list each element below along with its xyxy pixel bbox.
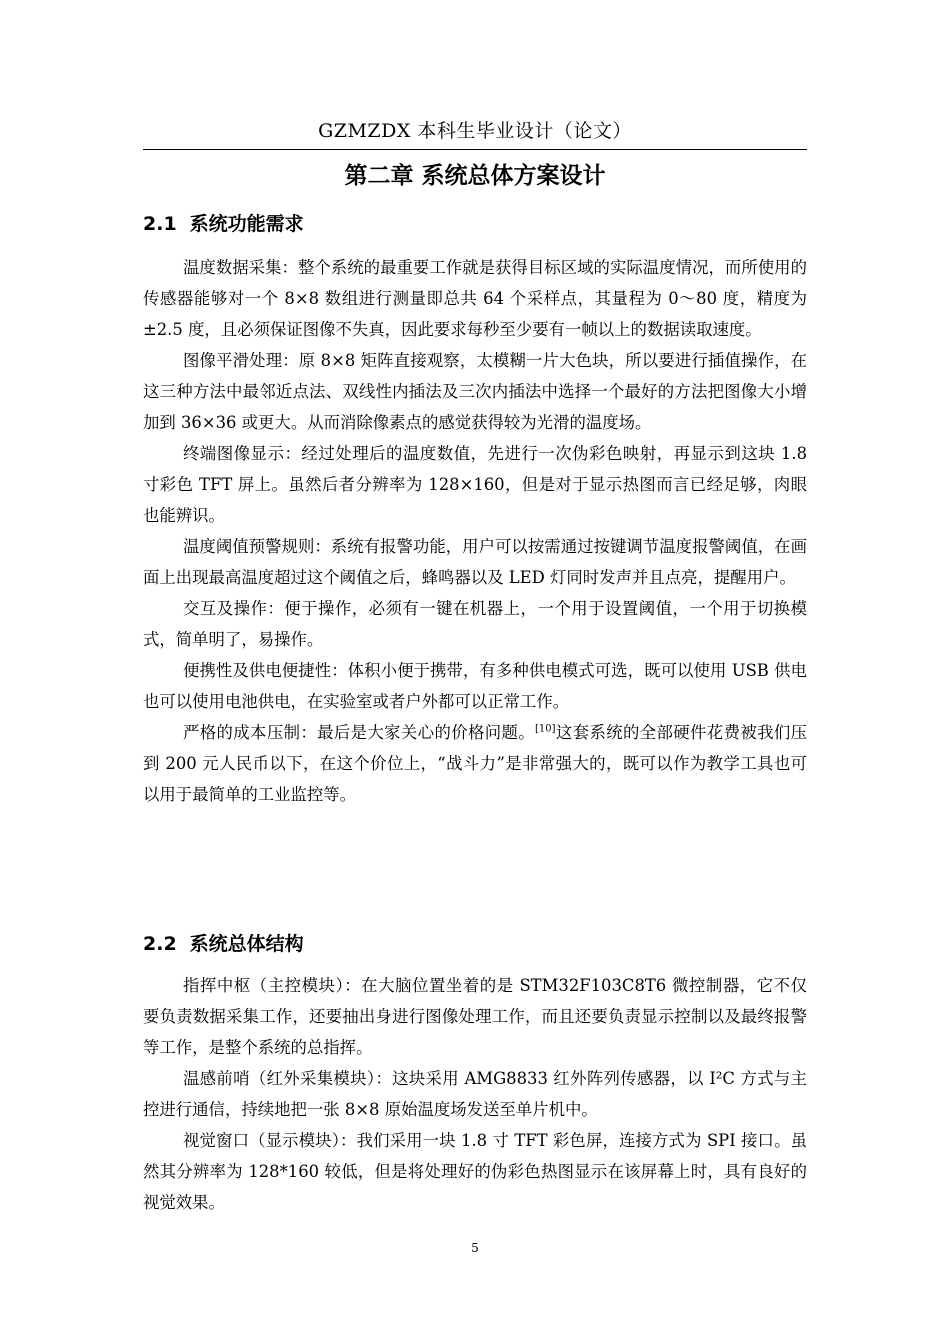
paragraph: 视觉窗口（显示模块）：我们采用一块 1.8 寸 TFT 彩色屏，连接方式为 SPI 接口。虽然其分辨率为 128*160 较低，但是将处理好的伪彩色热图显示在该屏幕上时，具有良好的视觉效果。 xyxy=(143,1131,807,1212)
paragraph: 指挥中枢（主控模块）：在大脑位置坐着的是 STM32F103C8T6 微控制器，它不仅要负责数据采集工作，还要抽出身进行图像处理工作，而且还要负责显示控制以及最终报警等工作，是整个系统的总指挥。 xyxy=(143,976,807,1057)
paragraph: 温度阈值预警规则：系统有报警功能，用户可以按需通过按键调节温度报警阈值，在画面上出现最高温度超过这个阈值之后，蜂鸣器以及 LED 灯同时发声并且点亮，提醒用户。 xyxy=(143,537,807,587)
section-2-1-body xyxy=(143,252,807,810)
section-heading-2-2 xyxy=(143,929,807,959)
paragraph: 交互及操作：便于操作，必须有一键在机器上，一个用于设置阈值，一个用于切换模式，简单明了，易操作。 xyxy=(143,599,807,649)
section-title: 系统总体结构 xyxy=(189,933,304,955)
paragraph: 温感前哨（红外采集模块）：这块采用 AMG8833 红外阵列传感器，以 I²C 方式与主控进行通信，持续地把一张 8×8 原始温度场发送至单片机中。 xyxy=(143,1069,807,1119)
section-2-2-body xyxy=(143,970,807,1218)
citation-reference: [10] xyxy=(535,723,556,735)
running-header: GZMZDX 本科生毕业设计（论文） xyxy=(318,120,632,142)
paragraph: 便携性及供电便捷性：体积小便于携带，有多种供电模式可选，既可以使用 USB 供电也可以使用电池供电，在实验室或者户外都可以正常工作。 xyxy=(143,661,807,711)
section-title: 系统功能需求 xyxy=(189,213,304,235)
section-number: 2.2 xyxy=(143,933,177,955)
paragraph-cost xyxy=(143,717,807,810)
section-number: 2.1 xyxy=(143,213,177,235)
page-number: 5 xyxy=(471,1241,479,1255)
paragraph: 温度数据采集：整个系统的最重要工作就是获得目标区域的实际温度情况，而所使用的传感器能够对一个 8×8 数组进行测量即总共 64 个采样点，其量程为 0～80 度，精度为±2.5 度，且必须保证图像不失真，因此要求每秒至少要有一帧以上的数据读取速度。 xyxy=(143,258,807,339)
chapter-title: 第二章 系统总体方案设计 xyxy=(344,163,606,189)
paragraph: 终端图像显示：经过处理后的温度数值，先进行一次伪彩色映射，再显示到这块 1.8 寸彩色 TFT 屏上。虽然后者分辨率为 128×160，但是对于显示热图而言已经足够，肉眼也能辨识。 xyxy=(143,444,807,525)
paragraph-text: 严格的成本压制：最后是大家关心的价格问题。 xyxy=(183,723,536,742)
section-heading-2-1 xyxy=(143,209,807,239)
paragraph: 图像平滑处理：原 8×8 矩阵直接观察，太模糊一片大色块，所以要进行插值操作，在这三种方法中最邻近点法、双线性内插法及三次内插法中选择一个最好的方法把图像大小增加到 36×36 或更大。从而消除像素点的感觉获得较为光滑的温度场。 xyxy=(143,351,807,432)
header-rule xyxy=(143,149,807,150)
paragraph-text: 这套系统的全部硬件花费被我们压到 200 元人民币以下，在这个价位上，“战斗力”是非常强大的，既可以作为教学工具也可以用于最简单的工业监控等。 xyxy=(143,723,808,804)
